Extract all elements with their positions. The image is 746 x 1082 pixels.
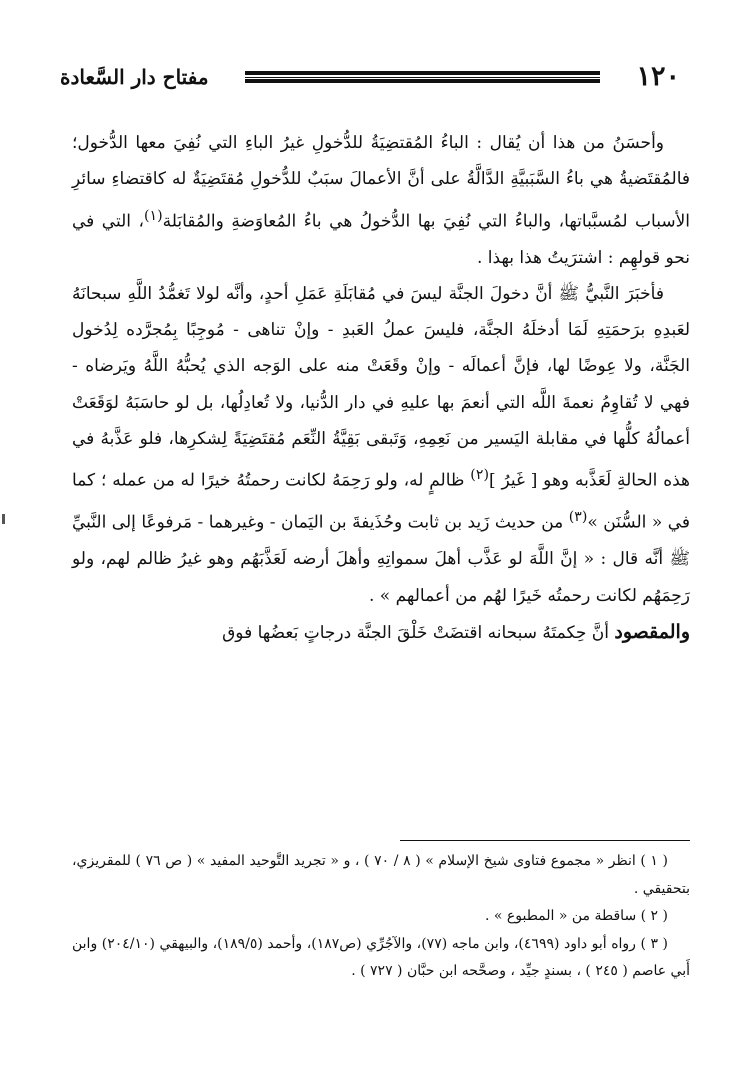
footnote-divider [400,840,690,841]
header-rule [245,71,600,83]
paragraph-1 [72,125,690,276]
footnote-ref-3: (٣) [568,509,588,526]
footnote-1: ( ١ ) انظر « مجموع فتاوى شيخ الإسلام » ( ٨ / ٧٠ ) ، و « تجريد التَّوحيد المفيد » ( ص ٧٦ ) للمقريزي، بتحقيقي . [72,853,690,897]
paragraph-2-text-a: فأخبَرَ النَّبيُّ ﷺ أنَّ دخولَ الجنَّة ليسَ في مُقابَلَةِ عَمَلِ أحدٍ، وأنَّه لولا تَغمُّدُ اللَّهِ سبحانَهُ لعَبدِهِ برَحمَتِهِ لَمَا أدخلَهُ الجنَّة، فليسَ عملُ العَبدِ - وإنْ تناهى - مُوجِبًا بِمُجرَّده لِدُخول الجَنَّة، ولا عِوضًا لها، فإنَّ أعمالَه - وإنْ وقَعَتْ منه على الوَجه الذي يُحبُّهُ اللَّهُ ويَرضاه - فهي لا تُقاوِمُ نعمةَ اللَّه التي أنعمَ بها عليهِ في دار الدُّنيا، ولا تُعادِلُها، بل لو حاسَبَهُ لوَقَعَتْ أعمالُهُ كلُّها في مقابلة اليَسير من نَعِمِهِ، وَتَبقى بَقِيَّةُ النِّعَم مُقتَضِيَةً لِشكرِها، فلو عَذَّبهُ في هذه الحالةِ لَعَذَّبه وهو [ غَيرُ ] [72,283,690,491]
footnote-2: ( ٢ ) ساقطة من « المطبوع » . [484,908,668,924]
paragraph-1-end: ، التي في نحو قولهِم : اشترَيتُ هذا بهذا . [72,211,690,268]
footnote-ref-2: (٢) [470,467,489,484]
footnote-ref-1: (١) [144,207,163,224]
footnotes [72,848,690,986]
margin-mark [2,514,5,524]
paragraph-2-text-c: من حديث زَيد بن ثابت وحُذَيفةَ بن اليَمان - وغيرهما - مَرفوعًا إلى النَّبيِّ ﷺ أنَّه قال : « إنَّ اللَّهَ لو عَذَّب أهلَ سمواتِهِ وأهلَ أرضه لَعَذَّبَهُم وهو غيرُ ظالم لهم، ولو رَحِمَهُم لكانت رحمتُه خَيرًا لهُم من أعمالهم » . [72,512,690,606]
paragraph-3 [72,614,690,651]
paragraph-3-lead: والمقصود [614,620,690,643]
book-title: مفتاح دار السَّعادة [60,65,209,89]
page-number: ١٢٠ [636,61,680,92]
footnote-3: ( ٣ ) رواه أبو داود (٤٦٩٩)، وابن ماجه (٧٧)، والآجُرِّي (ص١٨٧)، وأحمد (١٨٩/٥)، والبيهقي (٢٠٤/١٠) وابن أَبي عاصم ( ٢٤٥ ) ، بسندٍ جيِّد ، وصحَّحه ابن حبَّان ( ٧٢٧ ) . [72,935,690,979]
paragraph-3-text: أنَّ حِكمتَهُ سبحانه اقتضَتْ خَلْقَ الجنَّة درجاتٍ بَعضُها فوق [222,622,615,643]
running-header [60,60,680,94]
paragraph-1-text: وأحسَنُ من هذا أن يُقال : الباءُ المُقتضِيَةُ للدُّخولِ غيرُ الباءِ التي نُفِيَ معها الدُّخول؛ فالمُقتَضيةُ هي باءُ السَّبَبيَّةِ الدَّالَّةُ على أنَّ الأعمالَ سبَبٌ للدُّخولِ مُقتَضِيَةٌ له كاقتضاءِ سائرِ الأسباب لمُسبَّباتها، والباءُ التي نُفِيَ بها الدُّخولُ هي باءُ المُعاوَضةِ والمُقابَلة [72,133,690,232]
paragraph-2 [72,276,690,614]
paragraph-2-text-b: ظالمٍ له، ولو رَحِمَهُ لكانت رحمتُهُ خيرًا له من عمله ؛ كما في « السُّنَن » [72,470,690,533]
main-text [72,125,690,651]
